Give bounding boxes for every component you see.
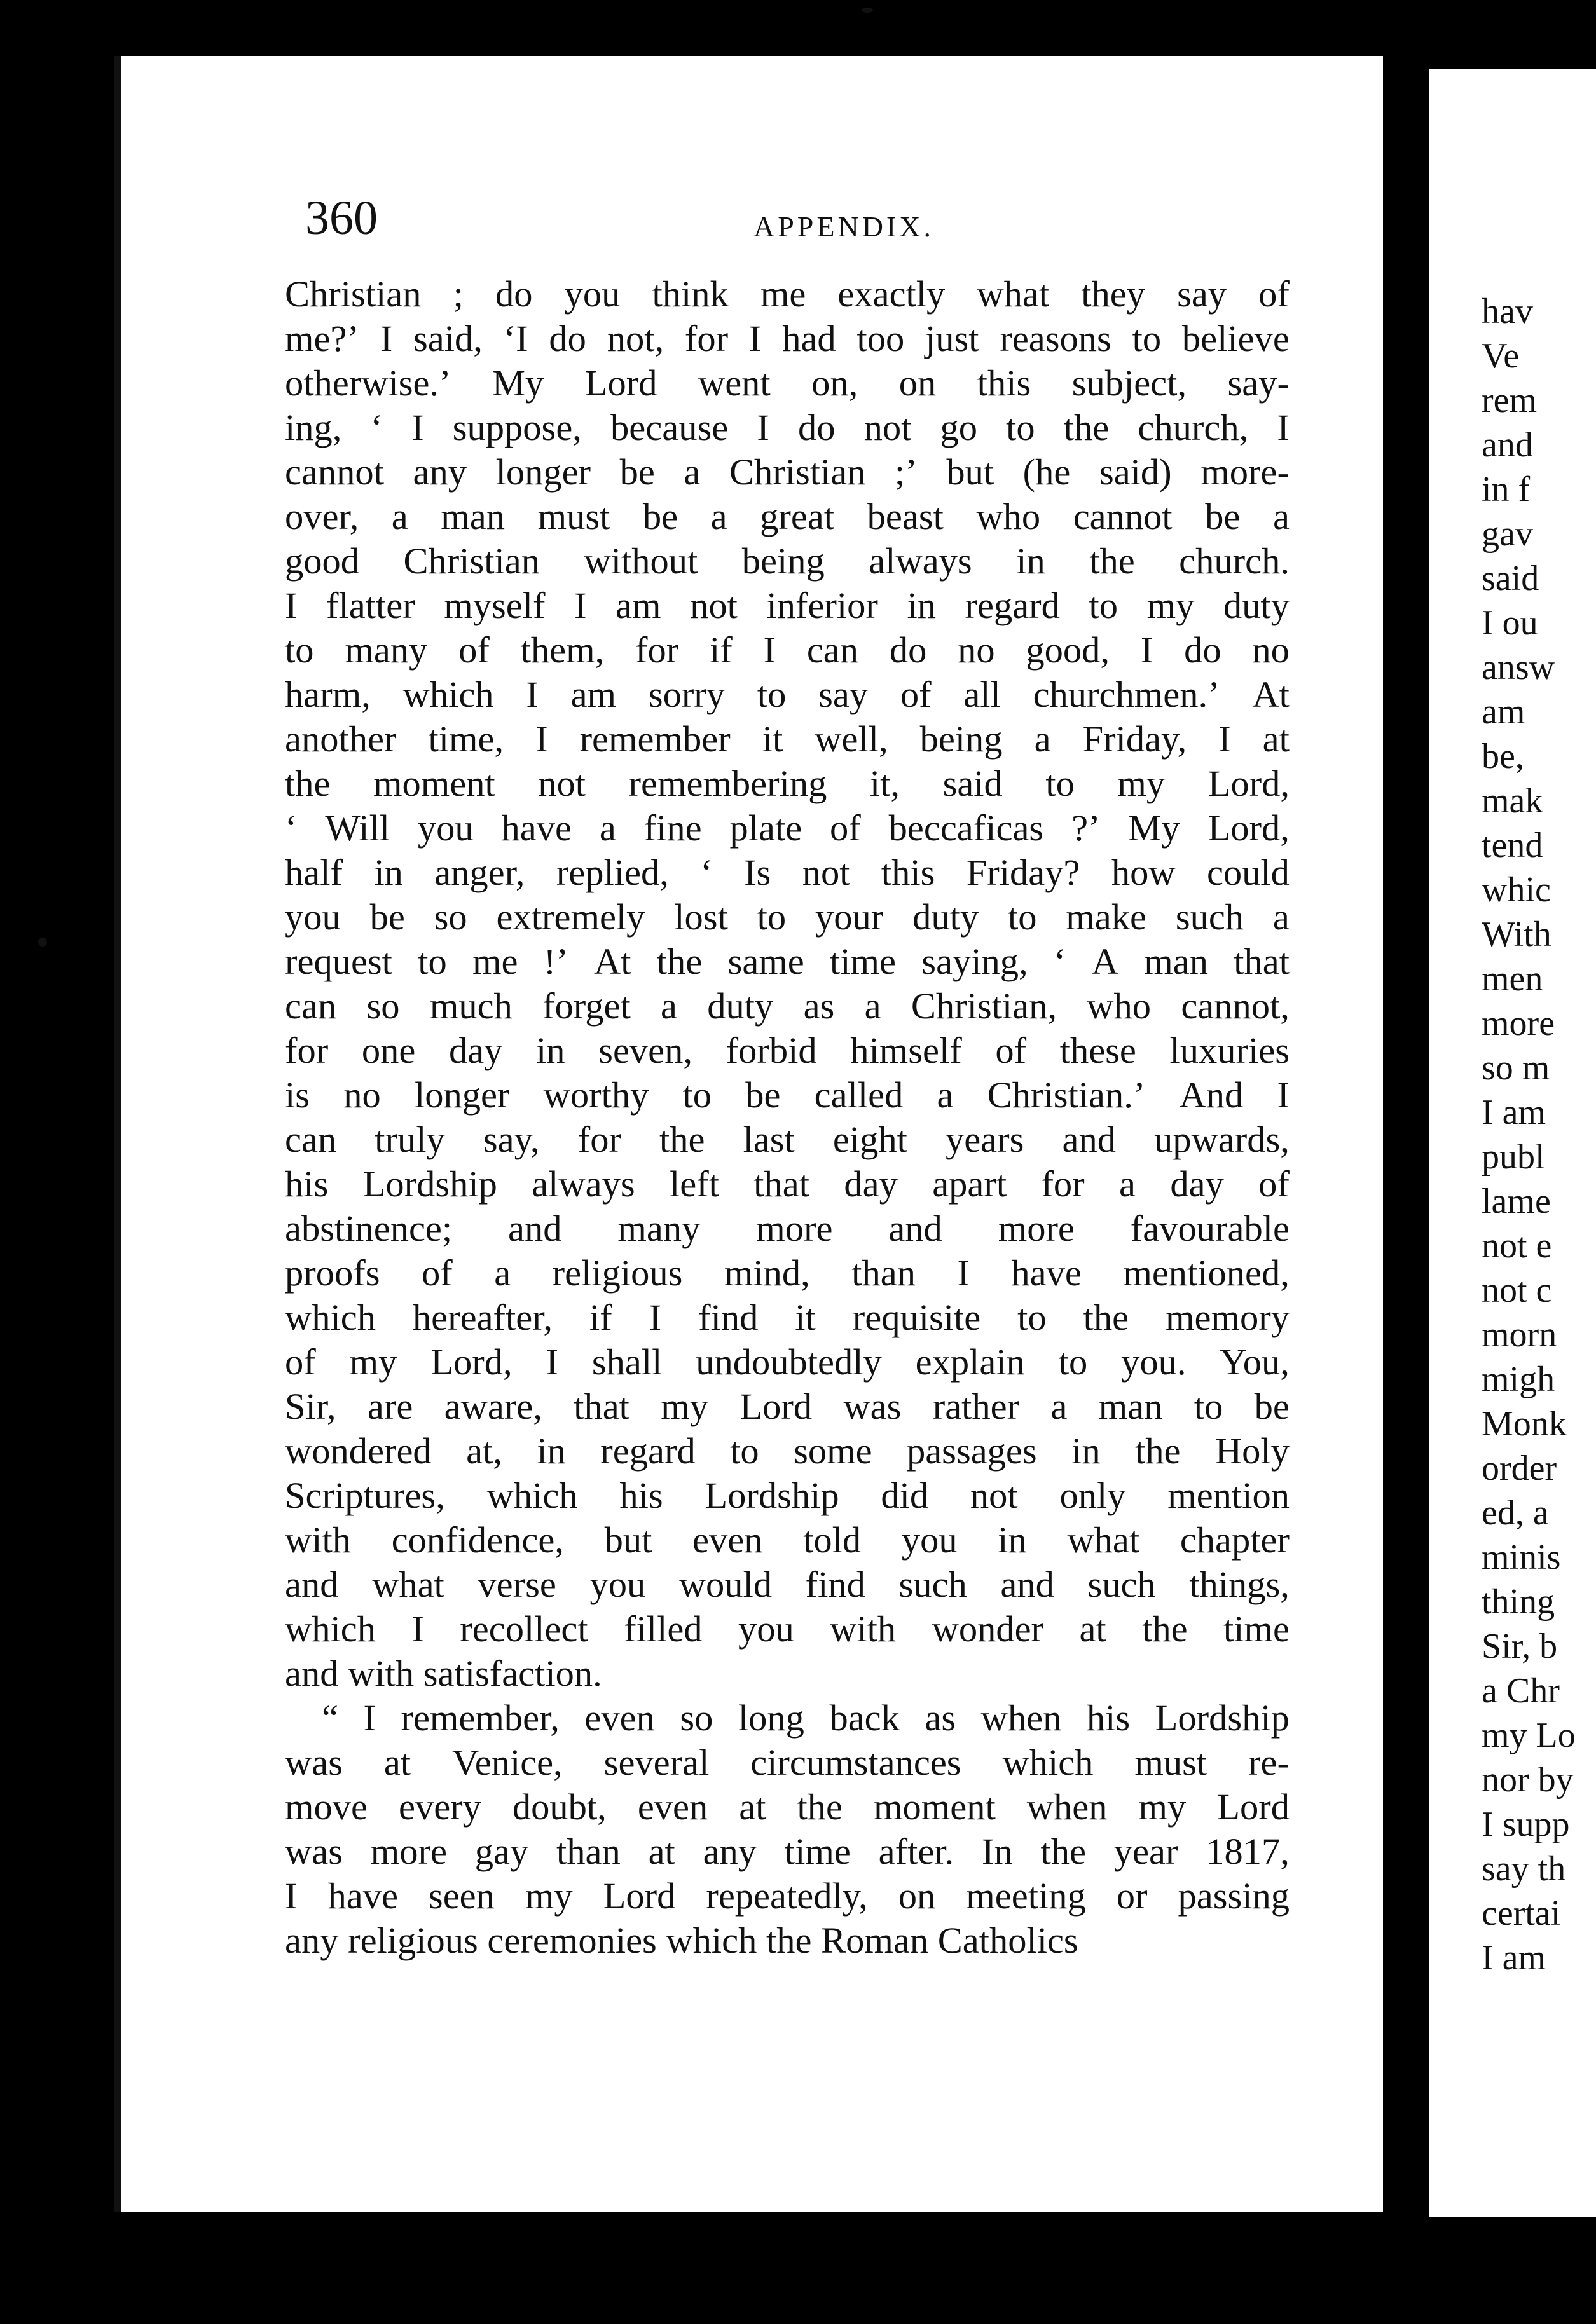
text-line: cannot any longer be a Christian ;’ but (he said) more- [285,451,1290,493]
page-number: 360 [305,191,378,245]
text-line: and what verse you would find such and such things, [285,1564,1290,1605]
text-line: Christian ; do you think me exactly what they say of [285,273,1290,315]
facing-line-fragment: said [1482,559,1539,598]
facing-line-fragment: be, [1482,737,1524,776]
text-line: wondered at, in regard to some passages in the Holy [285,1430,1290,1472]
text-line: for one day in seven, forbid himself of these luxuries [285,1030,1290,1071]
facing-line-fragment: I am [1482,1938,1546,1978]
facing-line-fragment: answ [1482,648,1555,687]
facing-line-fragment: whic [1482,870,1551,910]
facing-line-fragment: morn [1482,1315,1557,1355]
facing-line-fragment: minis [1482,1538,1561,1577]
facing-line-fragment: gav [1482,514,1533,554]
text-line: was more gay than at any time after. In the year 1817, [285,1831,1290,1872]
text-line: half in anger, replied, ‘ Is not this Friday? how could [285,852,1290,893]
facing-line-fragment: nor by [1482,1760,1574,1800]
text-line: request to me !’ At the same time saying, ‘ A man that [285,941,1290,982]
page-speck [38,938,47,947]
page-speck [862,8,873,13]
text-line: harm, which I am sorry to say of all churchmen.’ At [285,674,1290,715]
text-line: of my Lord, I shall undoubtedly explain to you. You, [285,1341,1290,1383]
facing-line-fragment: say th [1482,1849,1566,1889]
facing-line-fragment: not e [1482,1226,1552,1266]
text-line: proofs of a religious mind, than I have mentioned, [285,1252,1290,1294]
text-line: is no longer worthy to be called a Christian.’ And I [285,1074,1290,1116]
text-line: otherwise.’ My Lord went on, on this subject, say- [285,362,1290,404]
text-line: me?’ I said, ‘I do not, for I had too just reasons to believe [285,318,1290,359]
text-line: which I recollect filled you with wonder at the time [285,1608,1290,1650]
text-line: the moment not remembering it, said to my Lord, [285,763,1290,804]
facing-line-fragment: more [1482,1004,1555,1043]
text-line: to many of them, for if I can do no good, I do no [285,629,1290,671]
text-line: can truly say, for the last eight years and upwards, [285,1119,1290,1160]
text-line: Scriptures, which his Lordship did not only mention [285,1475,1290,1516]
facing-line-fragment: am [1482,692,1525,732]
text-line: can so much forget a duty as a Christian, who cannot, [285,985,1290,1027]
text-line: Sir, are aware, that my Lord was rather a man to be [285,1386,1290,1427]
text-line: with confidence, but even told you in what chapter [285,1519,1290,1561]
text-line: I have seen my Lord repeatedly, on meeting or passing [285,1875,1290,1917]
text-line: I flatter myself I am not inferior in regard to my duty [285,585,1290,626]
running-head: APPENDIX. [753,210,934,243]
facing-line-fragment: publ [1482,1137,1545,1177]
facing-line-fragment: in f [1482,470,1531,509]
facing-page-text [1482,289,1596,1980]
facing-line-fragment: I am [1482,1093,1546,1132]
text-line: you be so extremely lost to your duty to make such a [285,896,1290,938]
facing-line-fragment: Ve [1482,336,1520,376]
facing-line-fragment: my Lo [1482,1716,1576,1755]
facing-line-fragment: Monk [1482,1404,1567,1444]
text-line: good Christian without being always in the church. [285,540,1290,582]
facing-line-fragment: not c [1482,1271,1552,1310]
page-header [191,191,1297,248]
text-line: his Lordship always left that day apart for a day of [285,1163,1290,1205]
facing-line-fragment: mak [1482,781,1543,821]
text-line: move every doubt, even at the moment when my Lord [285,1786,1290,1828]
facing-line-fragment: Sir, b [1482,1627,1558,1666]
facing-line-fragment: order [1482,1449,1557,1488]
text-line: was at Venice, several circumstances which must re- [285,1742,1290,1783]
text-line: ‘ Will you have a fine plate of beccaficas ?’ My Lord, [285,807,1290,849]
facing-line-fragment: certai [1482,1894,1561,1933]
text-line: and with satisfaction. [285,1653,602,1694]
facing-line-fragment: a Chr [1482,1671,1560,1711]
facing-line-fragment: migh [1482,1360,1555,1399]
text-line: any religious ceremonies which the Roman Catholics [285,1920,1078,1961]
text-line: over, a man must be a great beast who cannot be a [285,496,1290,537]
facing-line-fragment: ed, a [1482,1493,1549,1533]
facing-line-fragment: men [1482,959,1543,999]
facing-line-fragment: tend [1482,826,1543,865]
facing-line-fragment: With [1482,915,1551,954]
body-text [285,272,1290,1963]
text-line: “ I remember, even so long back as when his Lordship [322,1697,1290,1739]
facing-line-fragment: I ou [1482,603,1538,643]
facing-line-fragment: lame [1482,1182,1551,1221]
text-line: abstinence; and many more and more favourable [285,1208,1290,1249]
facing-line-fragment: and [1482,425,1533,465]
facing-line-fragment: so m [1482,1048,1550,1088]
facing-line-fragment: hav [1482,292,1533,331]
facing-line-fragment: rem [1482,381,1538,420]
facing-line-fragment: I supp [1482,1805,1570,1844]
text-line: which hereafter, if I find it requisite to the memory [285,1297,1290,1338]
text-line: another time, I remember it well, being a Friday, I at [285,718,1290,760]
text-line: ing, ‘ I suppose, because I do not go to the church, I [285,407,1290,448]
facing-line-fragment: thing [1482,1582,1555,1622]
